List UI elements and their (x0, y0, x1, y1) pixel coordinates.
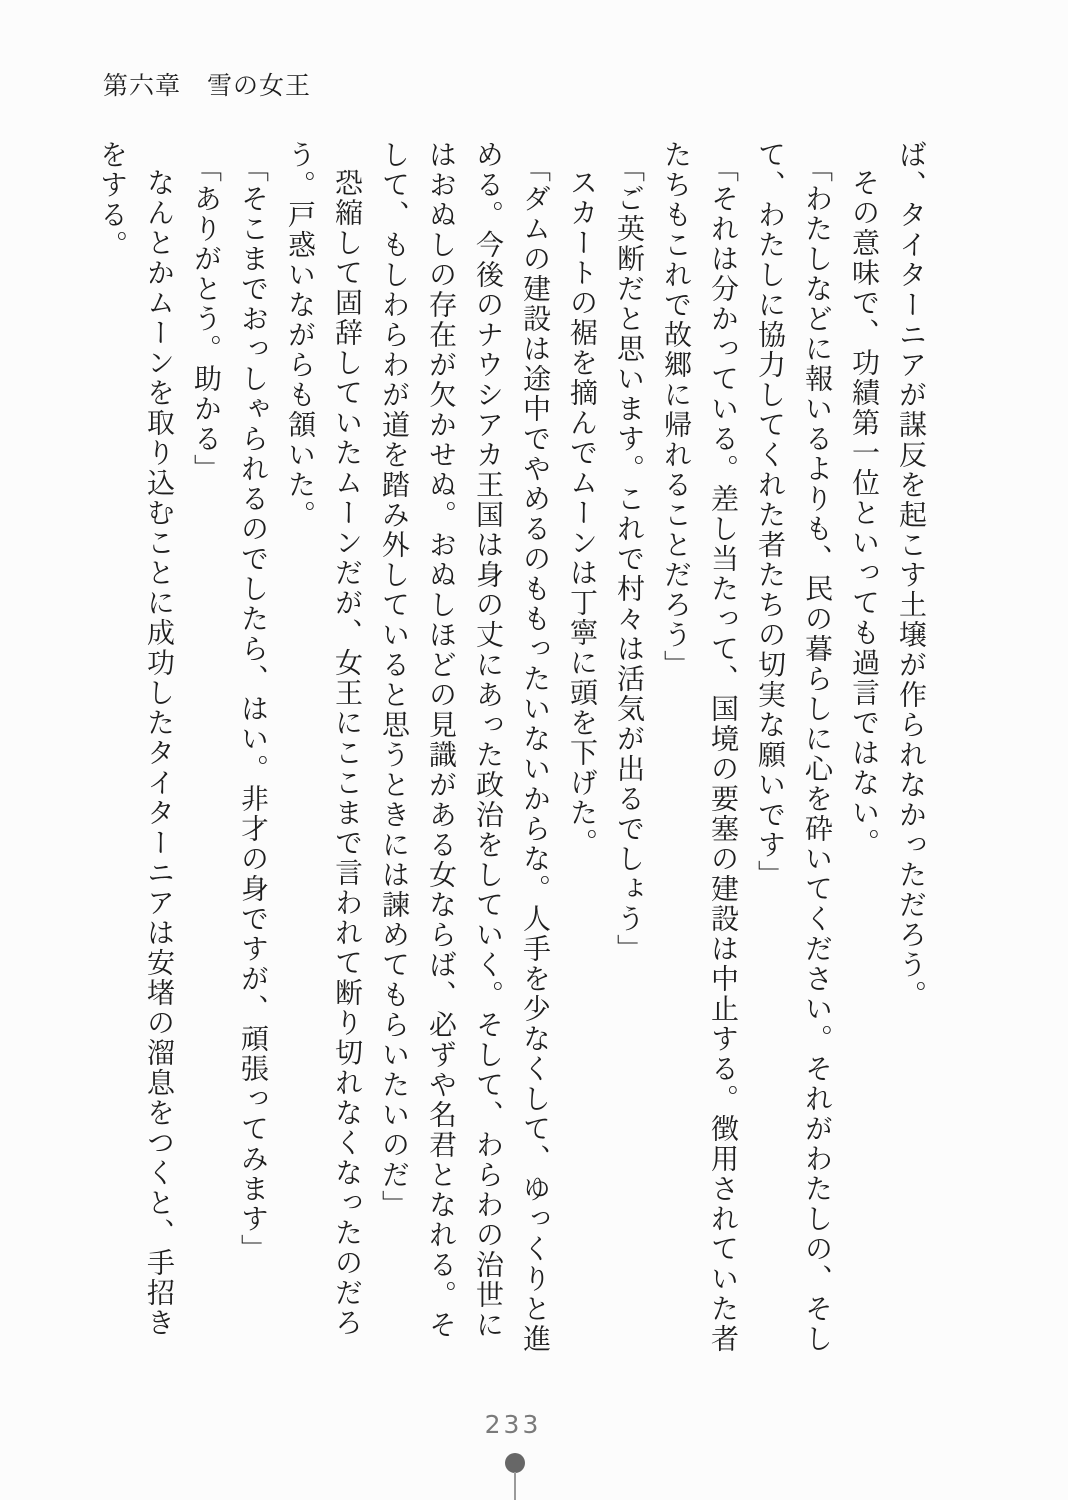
text-column: ば、タイターニアが謀反を起こす土壌が作られなかっただろう。 (895, 140, 926, 1010)
text-column: をする。 (96, 140, 127, 260)
pin-marker-icon (505, 1453, 525, 1500)
pin-stem-line (514, 1472, 516, 1500)
text-column: して、もしわらわが道を踏み外していると思うときには諫めてもらいたいのだ」 (378, 140, 409, 1220)
text-column: 「そこまでおっしゃられるのでしたら、はい。非才の身ですが、頑張ってみます」 (237, 154, 268, 1264)
page-number: 233 (484, 1410, 542, 1439)
text-column: 「ありがとう。助かる」 (190, 154, 221, 484)
text-column: スカートの裾を摘んでムーンは丁寧に頭を下げた。 (566, 168, 597, 858)
text-column: たちもこれで故郷に帰れることだろう」 (660, 140, 691, 680)
text-column: 「ご英断だと思います。これで村々は活気が出るでしょう」 (613, 154, 644, 964)
text-column: 「ダムの建設は途中でやめるのももったいないからな。人手を少なくして、ゆっくりと進 (519, 154, 550, 1354)
text-column: なんとかムーンを取り込むことに成功したタイターニアは安堵の溜息をつくと、手招き (143, 168, 174, 1338)
pin-head-circle (505, 1453, 525, 1473)
text-column: その意味で、功績第一位といっても過言ではない。 (848, 168, 879, 858)
text-column: 恐縮して固辞していたムーンだが、女王にここまで言われて断り切れなくなったのだろ (331, 168, 362, 1338)
text-column: て、わたしに協力してくれた者たちの切実な願いです」 (754, 140, 785, 890)
text-column: める。今後のナウシアカ王国は身の丈にあった政治をしていく。そして、わらわの治世に (472, 140, 503, 1340)
chapter-header: 第六章 雪の女王 (103, 73, 312, 100)
text-column: 「わたしなどに報いるよりも、民の暮らしに心を砕いてください。それがわたしの、そし (801, 154, 832, 1354)
body-text (88, 140, 934, 1355)
text-column: 「それは分かっている。差し当たって、国境の要塞の建設は中止する。徴用されていた者 (707, 154, 738, 1354)
text-column: はおぬしの存在が欠かせぬ。おぬしほどの見識がある女ならば、必ずや名君となれる。そ (425, 140, 456, 1340)
text-column: う。戸惑いながらも頷いた。 (284, 140, 315, 530)
